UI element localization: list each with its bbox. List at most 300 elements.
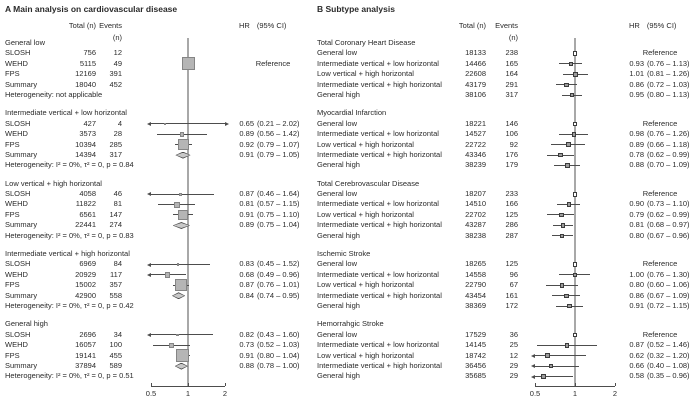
total-n: 38106 bbox=[465, 89, 486, 99]
events-n: 28 bbox=[113, 129, 122, 139]
ci-plot-cell bbox=[148, 129, 234, 139]
hr-value: 0.92 bbox=[239, 139, 254, 149]
ci-whisker bbox=[535, 355, 586, 356]
ci-whisker bbox=[151, 334, 213, 335]
ci-plot-cell bbox=[148, 220, 234, 230]
ci-value: (0.70 – 1.09) bbox=[647, 160, 690, 170]
hr-ci-text bbox=[627, 199, 693, 209]
summary-diamond-fill bbox=[174, 223, 189, 228]
row-label: Low vertical + high horizontal bbox=[317, 280, 414, 290]
forest-row-group bbox=[317, 319, 693, 329]
total-n: 38369 bbox=[465, 300, 486, 310]
hr-value: 0.91 bbox=[239, 209, 254, 219]
total-n: 38239 bbox=[465, 160, 486, 170]
ci-value: (0.46 – 1.64) bbox=[257, 189, 300, 199]
column-header-hr-ci bbox=[239, 20, 286, 32]
hr-ci-text bbox=[627, 59, 693, 69]
hr-point-marker bbox=[164, 123, 167, 126]
row-label: Intermediate vertical + low horizontal bbox=[317, 340, 439, 350]
row-label: WEHD bbox=[5, 129, 28, 139]
events-n: 558 bbox=[109, 290, 122, 300]
row-label: SLOSH bbox=[5, 118, 31, 128]
forest-row-est bbox=[5, 259, 311, 269]
ci-arrow-left bbox=[147, 263, 151, 267]
ci-plot-cell bbox=[148, 361, 234, 371]
events-n: 125 bbox=[505, 209, 518, 219]
ci-plot-cell bbox=[148, 59, 234, 69]
hr-ci-text: Reference bbox=[642, 329, 678, 339]
heterogeneity-note: Heterogeneity: I² = 0%, τ² = 0, p = 0.42 bbox=[5, 300, 134, 310]
total-n: 14394 bbox=[75, 149, 96, 159]
row-label: Intermediate vertical + high horizontal bbox=[317, 79, 442, 89]
events-n: 452 bbox=[109, 79, 122, 89]
group-label: Total Cerebrovascular Disease bbox=[317, 178, 420, 188]
events-n: 49 bbox=[113, 58, 122, 68]
panel-a-axis bbox=[5, 382, 311, 402]
hr-value: 0.80 bbox=[629, 230, 644, 240]
ci-plot-cell bbox=[531, 80, 621, 90]
hr-value: 0.58 bbox=[629, 371, 644, 381]
panel-b-column-headers bbox=[317, 20, 693, 42]
hr-point-marker bbox=[561, 223, 566, 228]
row-label: General high bbox=[317, 371, 360, 381]
row-label: General high bbox=[317, 300, 360, 310]
hr-value: 0.81 bbox=[629, 220, 644, 230]
ci-value: (0.68 – 0.97) bbox=[647, 220, 690, 230]
summary-diamond bbox=[172, 292, 185, 299]
hr-point-marker bbox=[573, 72, 578, 77]
hr-ci-text bbox=[627, 160, 693, 170]
events-n: 357 bbox=[109, 280, 122, 290]
total-n: 12169 bbox=[75, 69, 96, 79]
events-n: 238 bbox=[505, 48, 518, 58]
total-n: 22441 bbox=[75, 220, 96, 230]
total-n: 4058 bbox=[79, 189, 96, 199]
column-header-total: Total (n) bbox=[68, 21, 96, 30]
hr-point-marker bbox=[178, 210, 189, 221]
hr-value: 0.91 bbox=[239, 350, 254, 360]
group-label: Ischemic Stroke bbox=[317, 249, 371, 259]
ci-plot-cell bbox=[531, 90, 621, 100]
hr-point-marker bbox=[567, 304, 572, 309]
total-n: 43287 bbox=[465, 220, 486, 230]
forest-row-est bbox=[317, 371, 693, 381]
forest-row-study bbox=[5, 69, 311, 79]
forest-row-het bbox=[5, 90, 311, 100]
reference-marker bbox=[573, 333, 578, 338]
ci-plot-cell bbox=[531, 220, 621, 230]
hr-point-marker bbox=[559, 213, 564, 218]
total-n: 37894 bbox=[75, 360, 96, 370]
ci-plot-cell bbox=[148, 351, 234, 361]
row-label: Low vertical + high horizontal bbox=[317, 139, 414, 149]
ci-plot-cell bbox=[531, 48, 621, 58]
row-label: FPS bbox=[5, 69, 20, 79]
forest-row-est bbox=[317, 69, 693, 79]
forest-row-het bbox=[5, 301, 311, 311]
events-n: 84 bbox=[113, 259, 122, 269]
events-n: 285 bbox=[109, 139, 122, 149]
row-label: FPS bbox=[5, 280, 20, 290]
ci-value: (0.52 – 1.03) bbox=[257, 340, 300, 350]
total-n: 427 bbox=[83, 118, 96, 128]
row-label: FPS bbox=[5, 209, 20, 219]
hr-point-marker bbox=[541, 374, 546, 379]
total-n: 14145 bbox=[465, 340, 486, 350]
ci-plot-cell bbox=[148, 150, 234, 160]
ci-plot-cell bbox=[531, 340, 621, 350]
row-label: WEHD bbox=[5, 58, 28, 68]
forest-row-study bbox=[5, 48, 311, 58]
events-n: 286 bbox=[505, 220, 518, 230]
hr-value: 1.00 bbox=[629, 269, 644, 279]
events-n: 455 bbox=[109, 350, 122, 360]
row-label: Summary bbox=[5, 79, 38, 89]
hr-ci-text bbox=[237, 361, 309, 371]
forest-row-est bbox=[317, 129, 693, 139]
hr-value: 0.91 bbox=[239, 149, 254, 159]
ci-plot-cell bbox=[148, 210, 234, 220]
ci-value: (0.67 – 1.09) bbox=[647, 290, 690, 300]
total-n: 16057 bbox=[75, 340, 96, 350]
forest-row-est bbox=[5, 351, 311, 361]
row-label: Summary bbox=[5, 220, 38, 230]
ci-value: (0.75 – 1.04) bbox=[257, 220, 300, 230]
ci-plot-cell bbox=[148, 291, 234, 301]
reference-marker bbox=[573, 122, 578, 127]
hr-point-marker bbox=[176, 334, 179, 337]
ci-plot-cell bbox=[148, 199, 234, 209]
forest-row-ref bbox=[317, 259, 693, 269]
hr-value: 0.90 bbox=[629, 199, 644, 209]
events-n: 166 bbox=[505, 199, 518, 209]
hr-value: 0.79 bbox=[629, 209, 644, 219]
forest-row-est bbox=[317, 59, 693, 69]
forest-row-est bbox=[5, 119, 311, 129]
ci-value: (0.66 – 1.18) bbox=[647, 139, 690, 149]
hr-point-marker bbox=[165, 272, 171, 278]
ci-arrow-left bbox=[147, 333, 151, 337]
row-label: Summary bbox=[5, 360, 38, 370]
ci-plot-cell bbox=[531, 160, 621, 170]
row-label: General high bbox=[317, 89, 360, 99]
hr-value: 0.87 bbox=[239, 280, 254, 290]
hr-point-marker bbox=[180, 132, 185, 137]
total-n: 18133 bbox=[465, 48, 486, 58]
hr-point-marker bbox=[569, 62, 574, 67]
total-n: 18207 bbox=[465, 189, 486, 199]
ci-value: (0.76 – 1.01) bbox=[257, 280, 300, 290]
forest-row-group bbox=[5, 179, 311, 189]
forest-row-est bbox=[317, 220, 693, 230]
total-n: 22790 bbox=[465, 280, 486, 290]
x-axis-tick-label: 0.5 bbox=[529, 388, 541, 398]
total-n: 35685 bbox=[465, 371, 486, 381]
ci-value: (0.73 – 1.10) bbox=[647, 199, 690, 209]
ci-arrow-left bbox=[147, 122, 151, 126]
hr-value: 1.01 bbox=[629, 69, 644, 79]
total-n: 2696 bbox=[79, 329, 96, 339]
hr-value: 0.93 bbox=[629, 58, 644, 68]
hr-value: 0.78 bbox=[629, 149, 644, 159]
hr-ci-text bbox=[627, 90, 693, 100]
ci-value: (0.72 – 1.03) bbox=[647, 79, 690, 89]
ci-value: (0.80 – 1.13) bbox=[647, 89, 690, 99]
ci-plot-cell bbox=[148, 140, 234, 150]
forest-row-ref bbox=[317, 330, 693, 340]
events-n: 100 bbox=[109, 340, 122, 350]
row-label: Summary bbox=[5, 149, 38, 159]
events-n: 589 bbox=[109, 360, 122, 370]
forest-row-blank bbox=[317, 241, 693, 249]
ci-plot-cell bbox=[148, 119, 234, 129]
row-label: General low bbox=[317, 259, 358, 269]
hr-point-marker bbox=[174, 202, 180, 208]
total-n: 11822 bbox=[75, 199, 96, 209]
hr-value: 0.88 bbox=[239, 360, 254, 370]
forest-row-est bbox=[317, 270, 693, 280]
row-label: Intermediate vertical + high horizontal bbox=[317, 290, 442, 300]
forest-row-est bbox=[317, 90, 693, 100]
hr-ci-text bbox=[627, 351, 693, 361]
row-label: General high bbox=[317, 230, 360, 240]
row-label: General low bbox=[317, 189, 358, 199]
forest-row-est bbox=[5, 140, 311, 150]
hr-value: 0.84 bbox=[239, 290, 254, 300]
forest-row-sum bbox=[5, 150, 311, 160]
panel-b-rows bbox=[317, 38, 693, 382]
hr-point-marker bbox=[558, 153, 563, 158]
row-label: Intermediate vertical + low horizontal bbox=[317, 58, 439, 68]
ci-plot-cell bbox=[148, 259, 234, 269]
x-axis-tick bbox=[188, 383, 189, 386]
forest-row-est bbox=[5, 270, 311, 280]
ci-value: (0.76 – 1.26) bbox=[647, 129, 690, 139]
events-n: 36 bbox=[509, 329, 518, 339]
hr-value: 0.88 bbox=[629, 160, 644, 170]
ci-plot-cell bbox=[531, 150, 621, 160]
total-n: 5115 bbox=[79, 58, 96, 68]
events-n: 46 bbox=[113, 189, 122, 199]
hr-ci-text bbox=[237, 210, 309, 220]
forest-row-blank bbox=[5, 311, 311, 319]
hr-ci-text bbox=[237, 220, 309, 230]
events-n: 34 bbox=[113, 329, 122, 339]
hr-value: 0.89 bbox=[629, 139, 644, 149]
ci-value: (0.80 – 1.04) bbox=[257, 350, 300, 360]
heterogeneity-note: Heterogeneity: I² = 0%, τ² = 0, p = 0.83 bbox=[5, 230, 134, 240]
column-header-ci: (95% CI) bbox=[256, 21, 287, 30]
hr-ci-text: Reference bbox=[642, 118, 678, 128]
events-n: 291 bbox=[505, 79, 518, 89]
heterogeneity-note: Heterogeneity: not applicable bbox=[5, 89, 103, 99]
events-n: 4 bbox=[117, 118, 122, 128]
ci-value: (0.49 – 0.96) bbox=[257, 269, 300, 279]
forest-row-est bbox=[317, 301, 693, 311]
group-label: Low vertical + high horizontal bbox=[5, 178, 102, 188]
hr-ci-text bbox=[627, 140, 693, 150]
ci-plot-cell bbox=[531, 69, 621, 79]
hr-ci-text bbox=[627, 291, 693, 301]
events-n: 391 bbox=[109, 69, 122, 79]
forest-row-group bbox=[317, 179, 693, 189]
hr-ci-text bbox=[627, 150, 693, 160]
row-label: Intermediate vertical + high horizontal bbox=[317, 149, 442, 159]
column-header-total: Total (n) bbox=[458, 21, 486, 30]
events-n: 317 bbox=[505, 89, 518, 99]
reference-marker bbox=[573, 51, 578, 56]
hr-ci-text bbox=[627, 371, 693, 381]
hr-ci-text bbox=[237, 270, 309, 280]
forest-row-group bbox=[5, 108, 311, 118]
panel-b-title: B Subtype analysis bbox=[317, 4, 395, 14]
row-label: Intermediate vertical + low horizontal bbox=[317, 199, 439, 209]
events-n: 12 bbox=[509, 350, 518, 360]
hr-ci-text bbox=[237, 280, 309, 290]
x-axis-tick bbox=[151, 383, 152, 386]
ci-value: (0.74 – 0.95) bbox=[257, 290, 300, 300]
hr-ci-text bbox=[237, 199, 309, 209]
events-n: 287 bbox=[505, 230, 518, 240]
row-label: Summary bbox=[5, 290, 38, 300]
ci-plot-cell bbox=[531, 199, 621, 209]
hr-ci-text bbox=[237, 351, 309, 361]
row-label: General low bbox=[317, 48, 358, 58]
hr-point-marker bbox=[564, 294, 569, 299]
ci-arrow-left bbox=[147, 273, 151, 277]
events-n: 164 bbox=[505, 69, 518, 79]
row-label: General low bbox=[317, 329, 358, 339]
forest-row-ref bbox=[317, 48, 693, 58]
hr-ci-text bbox=[627, 69, 693, 79]
total-n: 43454 bbox=[465, 290, 486, 300]
hr-point-marker bbox=[567, 202, 572, 207]
ci-value: (0.57 – 1.15) bbox=[257, 199, 300, 209]
summary-diamond-fill bbox=[173, 293, 184, 298]
hr-value: 0.98 bbox=[629, 129, 644, 139]
hr-ci-text bbox=[627, 220, 693, 230]
ci-arrow-right bbox=[225, 122, 229, 126]
ci-value: (0.56 – 1.42) bbox=[257, 129, 300, 139]
x-axis-line bbox=[151, 386, 225, 387]
total-n: 6561 bbox=[79, 209, 96, 219]
panel-main-analysis bbox=[5, 2, 311, 402]
hr-ci-text bbox=[237, 129, 309, 139]
ci-plot-cell bbox=[531, 231, 621, 241]
hr-ci-text bbox=[627, 210, 693, 220]
ci-plot-cell bbox=[531, 210, 621, 220]
forest-row-est bbox=[5, 199, 311, 209]
heterogeneity-note: Heterogeneity: I² = 0%, τ² = 0, p = 0.51 bbox=[5, 371, 134, 381]
forest-row-est bbox=[317, 280, 693, 290]
ci-value: (0.79 – 1.05) bbox=[257, 149, 300, 159]
ci-plot-cell bbox=[531, 280, 621, 290]
ci-plot-cell bbox=[531, 59, 621, 69]
forest-row-ref bbox=[317, 189, 693, 199]
forest-row-ref bbox=[317, 119, 693, 129]
forest-row-study bbox=[5, 80, 311, 90]
group-label: Intermediate vertical + high horizontal bbox=[5, 249, 130, 259]
hr-ci-text bbox=[237, 340, 309, 350]
hr-ci-text bbox=[627, 129, 693, 139]
events-n: 176 bbox=[505, 149, 518, 159]
hr-value: 0.81 bbox=[239, 199, 254, 209]
forest-row-group bbox=[317, 108, 693, 118]
total-n: 14527 bbox=[465, 129, 486, 139]
row-label: SLOSH bbox=[5, 329, 31, 339]
hr-ci-text bbox=[627, 361, 693, 371]
ci-value: (0.81 – 1.26) bbox=[647, 69, 690, 79]
row-label: FPS bbox=[5, 139, 20, 149]
ci-value: (0.40 – 1.08) bbox=[647, 360, 690, 370]
ci-plot-cell bbox=[531, 291, 621, 301]
panel-subtype-analysis bbox=[317, 2, 693, 402]
row-label: SLOSH bbox=[5, 189, 31, 199]
total-n: 38238 bbox=[465, 230, 486, 240]
forest-row-group bbox=[317, 249, 693, 259]
panel-a-title: A Main analysis on cardiovascular disease bbox=[5, 4, 178, 14]
ci-plot-cell bbox=[531, 259, 621, 269]
forest-row-blank bbox=[317, 171, 693, 179]
hr-point-marker bbox=[175, 279, 187, 291]
forest-row-est bbox=[317, 199, 693, 209]
hr-ci-text: Reference bbox=[642, 259, 678, 269]
hr-ci-text bbox=[627, 231, 693, 241]
group-label: Myocardial Infarction bbox=[317, 108, 387, 118]
hr-ci-text bbox=[237, 150, 309, 160]
row-label: WEHD bbox=[5, 269, 28, 279]
forest-row-blank bbox=[317, 311, 693, 319]
ci-arrow-left bbox=[147, 192, 151, 196]
forest-row-het bbox=[5, 231, 311, 241]
hr-point-marker bbox=[572, 132, 577, 137]
hr-value: 0.89 bbox=[239, 220, 254, 230]
ci-plot-cell bbox=[148, 340, 234, 350]
hr-point-marker bbox=[565, 163, 570, 168]
events-n: 106 bbox=[505, 129, 518, 139]
row-label: Intermediate vertical + high horizontal bbox=[317, 220, 442, 230]
ci-plot-cell bbox=[148, 280, 234, 290]
total-n: 14466 bbox=[465, 58, 486, 68]
total-n: 22702 bbox=[465, 209, 486, 219]
ci-arrow-left bbox=[531, 375, 535, 379]
hr-value: 0.65 bbox=[239, 118, 254, 128]
hr-point-marker bbox=[169, 343, 174, 348]
row-label: SLOSH bbox=[5, 259, 31, 269]
row-label: Intermediate vertical + high horizontal bbox=[317, 360, 442, 370]
row-label: Low vertical + high horizontal bbox=[317, 209, 414, 219]
forest-row-blank bbox=[317, 100, 693, 108]
ci-whisker bbox=[151, 123, 225, 124]
column-header-events: Events (n) bbox=[99, 21, 122, 42]
x-axis-tick-label: 0.5 bbox=[145, 388, 157, 398]
ci-value: (0.79 – 1.07) bbox=[257, 139, 300, 149]
ci-value: (0.78 – 1.00) bbox=[257, 360, 300, 370]
forest-row-sum bbox=[5, 291, 311, 301]
total-n: 10394 bbox=[75, 139, 96, 149]
hr-value: 0.91 bbox=[629, 300, 644, 310]
forest-row-est bbox=[5, 340, 311, 350]
hr-point-marker bbox=[566, 142, 571, 147]
heterogeneity-note: Heterogeneity: I² = 0%, τ² = 0, p = 0.84 bbox=[5, 160, 134, 170]
group-label: General high bbox=[5, 319, 48, 329]
total-n: 18742 bbox=[465, 350, 486, 360]
ci-plot-cell bbox=[531, 119, 621, 129]
summary-diamond bbox=[175, 152, 190, 159]
hr-value: 0.86 bbox=[629, 290, 644, 300]
total-n: 756 bbox=[83, 48, 96, 58]
events-n: 29 bbox=[509, 371, 518, 381]
